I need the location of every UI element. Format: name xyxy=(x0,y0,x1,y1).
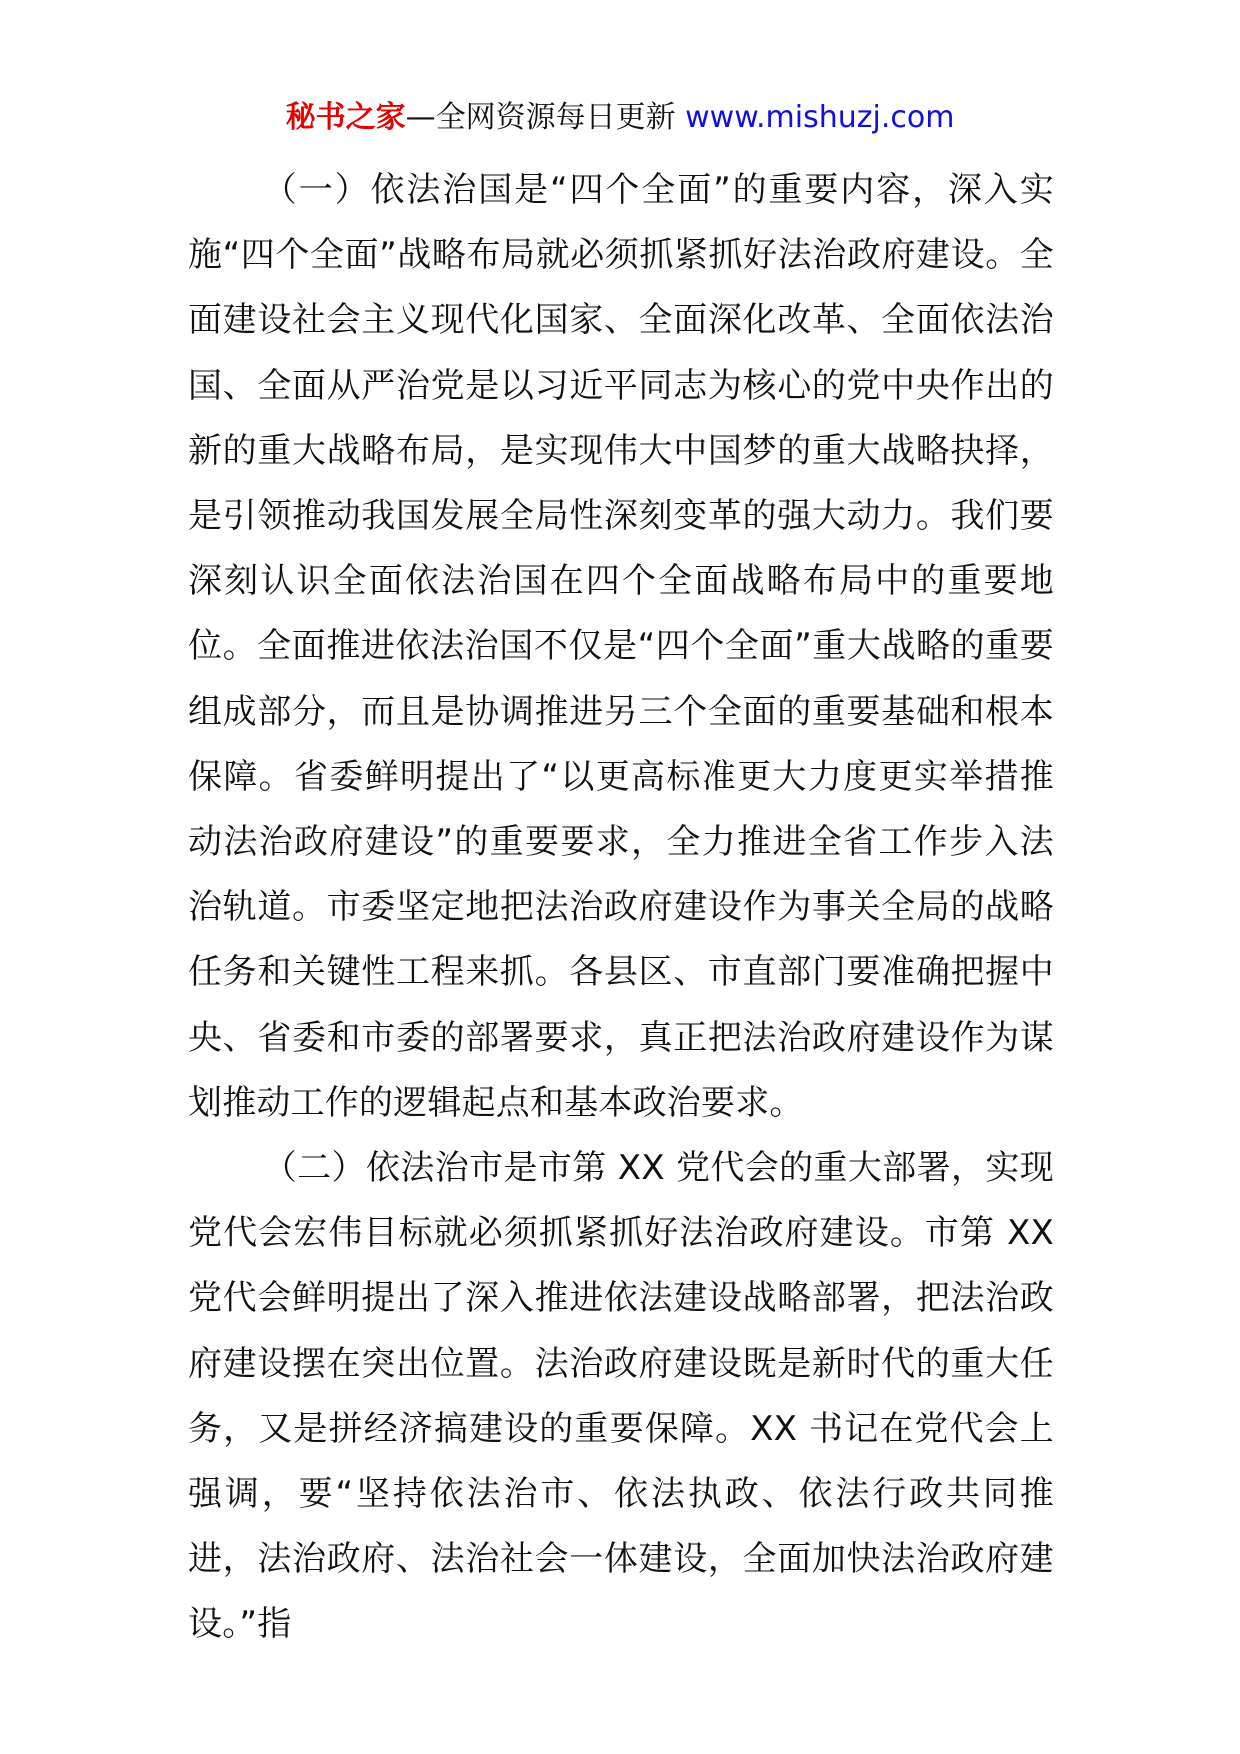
paragraph-1: （一）依法治国是“四个全面”的重要内容，深入实施“四个全面”战略布局就必须抓紧抓好法治政府建设。全面建设社会主义现代化国家、全面深化改革、全面依法治国、全面从严治党是以习近平同志为核心的党中央作出的新的重大战略布局，是实现伟大中国梦的重大战略抉择，是引领推动我国发展全局性深刻变革的强大动力。我们要深刻认识全面依法治国在四个全面战略布局中的重要地位。全面推进依法治国不仅是“四个全面”重大战略的重要组成部分，而且是协调推进另三个全面的重要基础和根本保障。省委鲜明提出了“以更高标准更大力度更实举措推动法治政府建设”的重要要求，全力推进全省工作步入法治轨道。市委坚定地把法治政府建设作为事关全局的战略任务和关键性工程来抓。各县区、市直部门要准确把握中央、省委和市委的部署要求，真正把法治政府建设作为谋划推动工作的逻辑起点和基本政治要求。 xyxy=(188,170,1054,1123)
page-header xyxy=(0,98,1240,138)
header-url-link[interactable]: www.mishuzj.com xyxy=(685,100,955,135)
paragraph-2: （二）依法治市是市第 XX 党代会的重大部署，实现党代会宏伟目标就必须抓紧抓好法治政府建设。市第 XX 党代会鲜明提出了深入推进依法建设战略部署，把法治政府建设摆在突出位置。法治政府建设既是新时代的重大任务，又是拼经济搞建设的重要保障。XX 书记在党代会上强调，要“坚持依法治市、依法执政、依法行政共同推进，法治政府、法治社会一体建设，全面加快法治政府建设。”指 xyxy=(188,1148,1054,1645)
header-brand: 秘书之家 xyxy=(285,100,406,135)
header-tagline: —全网资源每日更新 xyxy=(405,100,676,135)
document-body xyxy=(188,158,1054,1658)
